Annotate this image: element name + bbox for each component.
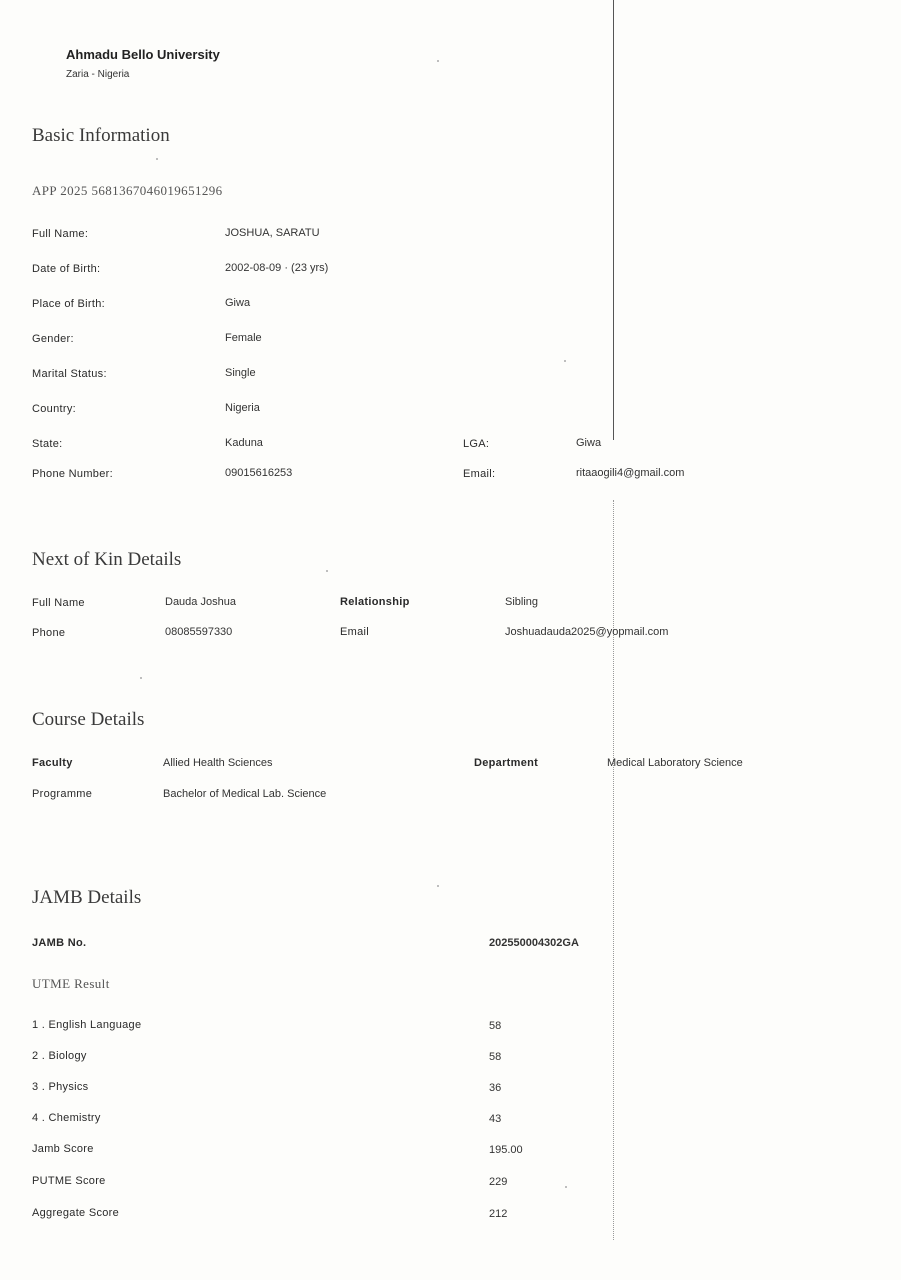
scan-speck xyxy=(326,570,328,572)
dob-value: 2002-08-09 · (23 yrs) xyxy=(225,262,329,274)
kin-relationship-label: Relationship xyxy=(340,596,410,608)
subject-score: 43 xyxy=(489,1113,502,1125)
university-location: Zaria - Nigeria xyxy=(66,69,130,80)
scan-fold-line-faint xyxy=(613,500,615,1240)
scan-speck xyxy=(564,360,566,362)
subject-name: 4 . Chemistry xyxy=(32,1112,101,1124)
programme-value: Bachelor of Medical Lab. Science xyxy=(163,788,327,800)
jamb-no-label: JAMB No. xyxy=(32,937,87,949)
subject-score: 58 xyxy=(489,1020,502,1032)
subject-score: 36 xyxy=(489,1082,502,1094)
subject-name: 2 . Biology xyxy=(32,1050,87,1062)
faculty-label: Faculty xyxy=(32,757,73,769)
marital-status-value: Single xyxy=(225,367,256,379)
aggregate-score-label: Aggregate Score xyxy=(32,1207,120,1219)
scan-speck xyxy=(565,1186,567,1188)
department-label: Department xyxy=(474,757,539,769)
scan-speck xyxy=(156,158,158,160)
dob-label: Date of Birth: xyxy=(32,263,101,275)
pob-label: Place of Birth: xyxy=(32,298,105,310)
jamb-details-heading: JAMB Details xyxy=(32,887,142,908)
subject-name: 1 . English Language xyxy=(32,1019,142,1031)
phone-value: 09015616253 xyxy=(225,467,293,479)
lga-label: LGA: xyxy=(463,438,490,450)
gender-value: Female xyxy=(225,332,262,344)
kin-relationship-value: Sibling xyxy=(505,596,539,608)
university-name: Ahmadu Bello University xyxy=(66,47,220,62)
kin-phone-value: 08085597330 xyxy=(165,626,233,638)
kin-phone-label: Phone xyxy=(32,627,66,639)
kin-email-label: Email xyxy=(340,626,370,638)
subject-score: 58 xyxy=(489,1051,502,1063)
faculty-value: Allied Health Sciences xyxy=(163,757,273,769)
utme-result-heading: UTME Result xyxy=(32,976,110,991)
scan-speck xyxy=(437,60,439,62)
scan-speck xyxy=(437,885,439,887)
next-of-kin-heading: Next of Kin Details xyxy=(32,549,182,570)
full-name-value: JOSHUA, SARATU xyxy=(225,227,320,239)
lga-value: Giwa xyxy=(576,437,602,449)
scan-speck xyxy=(140,677,142,679)
jamb-no-value: 202550004302GA xyxy=(489,937,579,949)
scan-fold-line xyxy=(613,0,614,440)
department-value: Medical Laboratory Science xyxy=(607,757,743,769)
state-label: State: xyxy=(32,438,63,450)
country-value: Nigeria xyxy=(225,402,260,414)
aggregate-score-value: 212 xyxy=(489,1208,508,1220)
marital-status-label: Marital Status: xyxy=(32,368,107,380)
subject-name: 3 . Physics xyxy=(32,1081,89,1093)
application-id: APP 2025 5681367046019651296 xyxy=(32,183,223,198)
pob-value: Giwa xyxy=(225,297,251,309)
jamb-score-label: Jamb Score xyxy=(32,1143,94,1155)
putme-score-value: 229 xyxy=(489,1176,508,1188)
state-value: Kaduna xyxy=(225,437,263,449)
gender-label: Gender: xyxy=(32,333,74,345)
kin-name-label: Full Name xyxy=(32,597,85,609)
course-details-heading: Course Details xyxy=(32,709,145,730)
email-label: Email: xyxy=(463,468,496,480)
jamb-score-value: 195.00 xyxy=(489,1144,523,1156)
putme-score-label: PUTME Score xyxy=(32,1175,106,1187)
kin-email-value: Joshuadauda2025@yopmail.com xyxy=(505,626,669,638)
programme-label: Programme xyxy=(32,788,93,800)
full-name-label: Full Name: xyxy=(32,228,89,240)
basic-info-heading: Basic Information xyxy=(32,125,170,146)
kin-name-value: Dauda Joshua xyxy=(165,596,236,608)
phone-label: Phone Number: xyxy=(32,468,113,480)
country-label: Country: xyxy=(32,403,76,415)
email-value: ritaaogili4@gmail.com xyxy=(576,467,685,479)
